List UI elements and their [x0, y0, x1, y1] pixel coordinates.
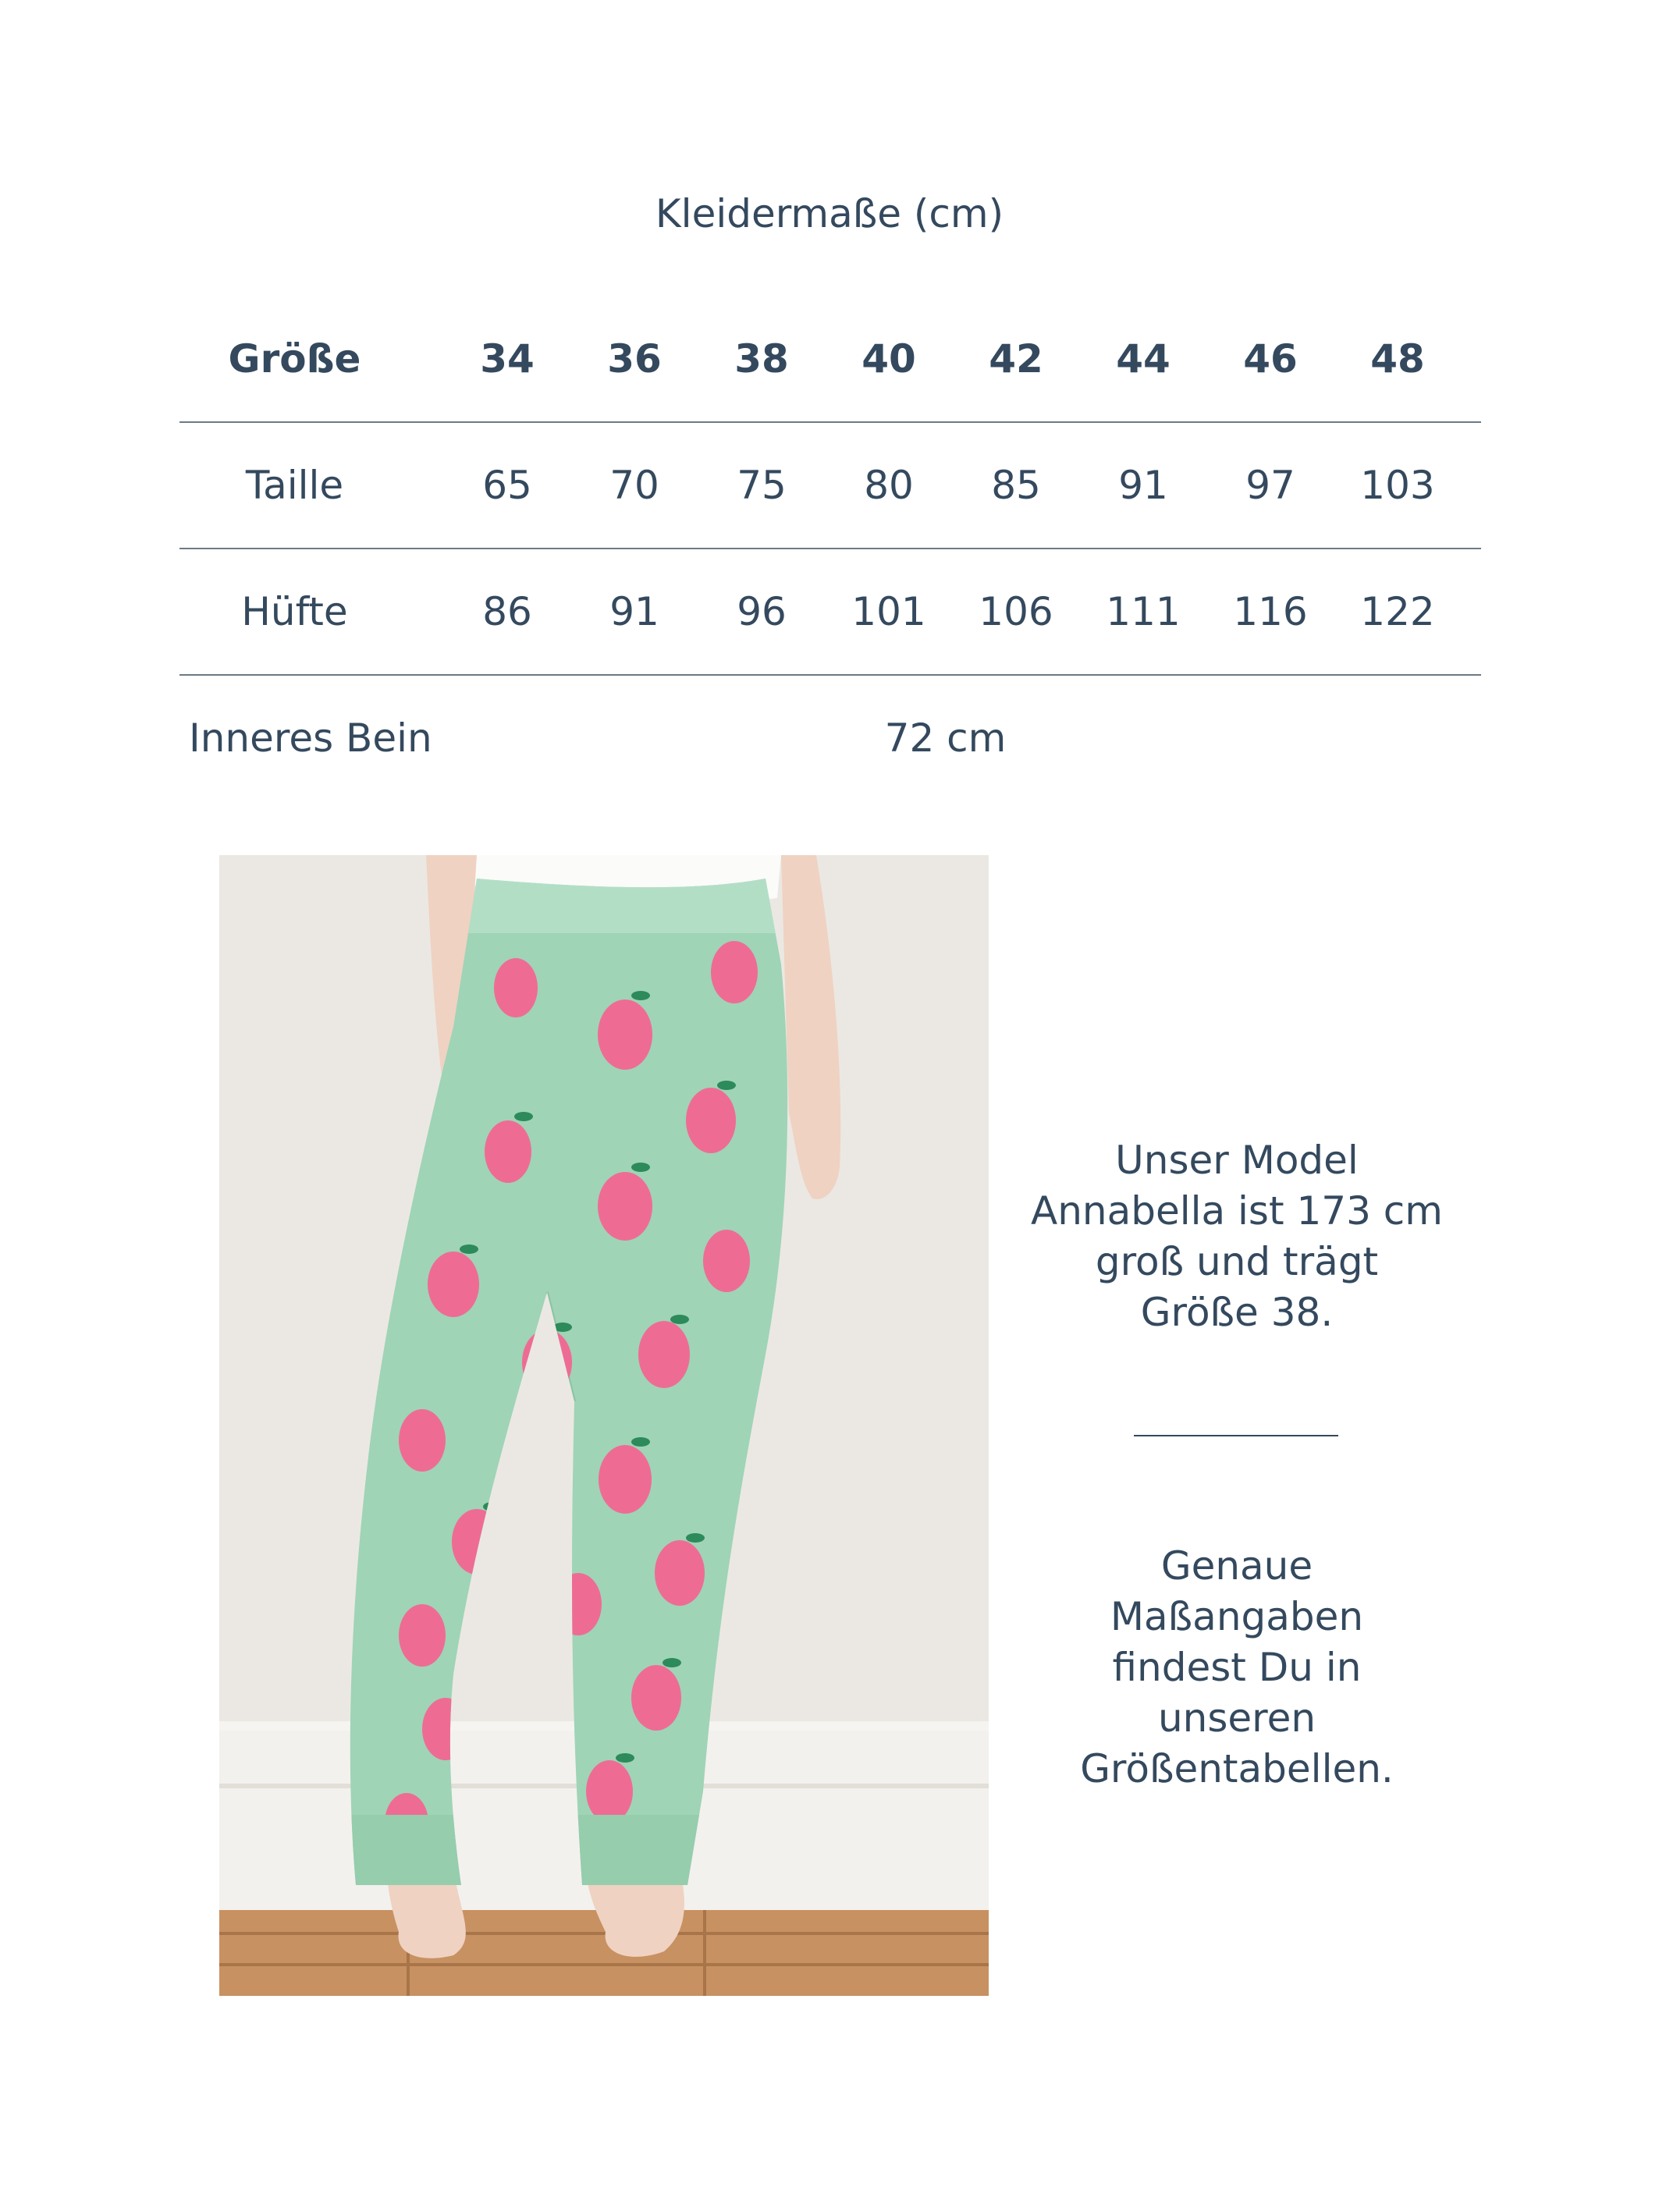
model-note-line: Größe 38.: [1140, 1290, 1334, 1335]
table-cell: 80: [864, 463, 914, 508]
row-label: Hüfte: [241, 589, 348, 634]
size-cell: 46: [1243, 336, 1298, 382]
table-row-hip: [179, 549, 1481, 676]
table-cell: 70: [609, 463, 659, 508]
table-cell: 101: [851, 589, 926, 634]
size-cell: 48: [1370, 336, 1425, 382]
table-cell: 97: [1245, 463, 1295, 508]
size-cell: 36: [607, 336, 662, 382]
model-note: [1030, 1135, 1444, 1338]
table-cell: 111: [1106, 589, 1181, 634]
table-cell: 85: [991, 463, 1041, 508]
size-table: [179, 296, 1481, 801]
size-note: [1030, 1541, 1444, 1795]
size-note-line: Größentabellen.: [1080, 1746, 1394, 1791]
table-cell: 116: [1233, 589, 1308, 634]
table-cell: 86: [482, 589, 532, 634]
pants-illustration: [219, 855, 989, 1996]
size-cell: 42: [989, 336, 1043, 382]
inner-leg-value: 72 cm: [884, 715, 1007, 761]
row-label: Inneres Bein: [189, 715, 432, 761]
row-label: Taille: [245, 463, 344, 508]
size-note-line: findest Du in unseren: [1112, 1645, 1362, 1741]
size-cell: 34: [480, 336, 535, 382]
model-note-line: groß und trägt: [1095, 1239, 1379, 1284]
table-cell: 106: [979, 589, 1053, 634]
table-header-row: [179, 296, 1481, 423]
divider: [1134, 1435, 1338, 1436]
size-cell: 38: [734, 336, 789, 382]
model-note-line: Unser Model: [1115, 1138, 1359, 1183]
size-note-line: Genaue Maßangaben: [1110, 1543, 1364, 1639]
product-photo: [219, 855, 989, 1996]
table-cell: 75: [737, 463, 787, 508]
table-row-inner-leg: [179, 676, 1481, 801]
model-note-line: Annabella ist 173 cm: [1030, 1188, 1443, 1234]
size-cell: 40: [861, 336, 916, 382]
table-cell: 103: [1360, 463, 1435, 508]
table-cell: 65: [482, 463, 532, 508]
table-row-waist: [179, 423, 1481, 549]
table-cell: 96: [737, 589, 787, 634]
header-label: Größe: [228, 336, 361, 382]
table-cell: 91: [1118, 463, 1168, 508]
size-cell: 44: [1116, 336, 1171, 382]
table-cell: 122: [1360, 589, 1435, 634]
page-title: Kleidermaße (cm): [655, 191, 1004, 236]
table-cell: 91: [609, 589, 659, 634]
